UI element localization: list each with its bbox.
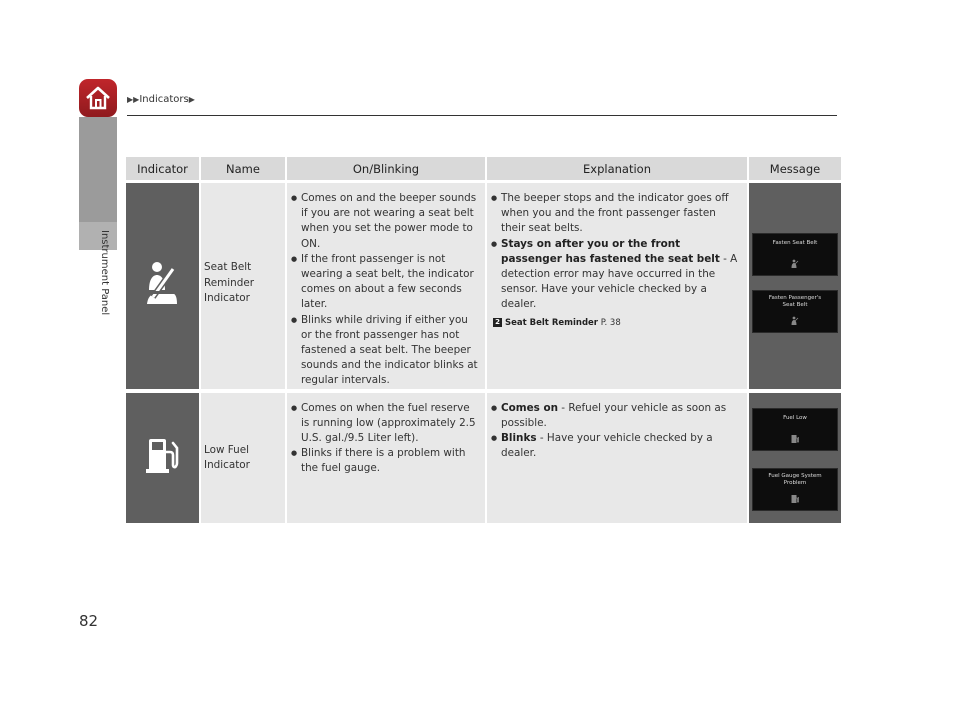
indicator-name-line: Low Fuel (204, 443, 250, 456)
on-blinking-cell (287, 393, 485, 523)
breadcrumb (127, 94, 195, 105)
side-tab-bar (79, 117, 117, 222)
message-screen (752, 408, 838, 451)
explanation-bold: Blinks (501, 432, 537, 445)
fuel-pump-icon (790, 434, 800, 444)
list-item (501, 431, 741, 461)
header-on-blinking: On/Blinking (287, 157, 485, 183)
list-item: ● If the front passenger is not wearing a seat belt, the indicator comes on about a few seconds later. (301, 252, 479, 313)
explanation-text: - A detection error may have occurred in the sensor. Have your vehicle checked by a dealer. (501, 252, 738, 311)
explanation-cell (487, 393, 747, 523)
on-blinking-cell (287, 183, 485, 393)
list-item: ● Comes on when the fuel reserve is running low (approximately 2.5 U.S. gal./9.5 Liter left). (301, 401, 479, 447)
header-name: Name (201, 157, 285, 183)
indicator-name-line: Indicator (204, 459, 250, 472)
name-cell (201, 393, 285, 523)
seat-belt-icon (143, 260, 183, 306)
explanation-text: - Have your vehicle checked by a dealer. (501, 432, 713, 460)
breadcrumb-section[interactable]: Indicators (139, 94, 189, 105)
fuel-pump-icon (790, 494, 800, 504)
header-message: Message (749, 157, 841, 183)
header-indicator: Indicator (126, 157, 199, 183)
indicator-name-line: Reminder (204, 276, 254, 289)
message-text: Fuel Gauge System Problem (768, 472, 822, 486)
message-screen (752, 290, 838, 333)
explanation-cell (487, 183, 747, 393)
breadcrumb-arrow-icon: ▶ (188, 95, 195, 104)
reference-arrow-icon: 2 (493, 318, 502, 327)
name-cell (201, 183, 285, 393)
page-number: 82 (79, 612, 99, 630)
seat-belt-icon (790, 316, 800, 326)
fuel-pump-icon (145, 436, 181, 474)
table-row (126, 393, 841, 523)
list-item: ● Blinks if there is a problem with the fuel gauge. (301, 446, 479, 476)
explanation-text: - Refuel your vehicle as soon as possible. (501, 401, 727, 429)
list-item (501, 401, 741, 431)
message-text: Fasten Passenger's Seat Belt (768, 295, 822, 308)
explanation-bold: Stays on after you or the front passenger has fastened the seat belt (501, 237, 720, 265)
list-item: ● Blinks while driving if either you or the front passenger has not fastened a seat belt. The beeper sounds and the indicator blinks at regular intervals. (301, 313, 479, 389)
cross-reference-link[interactable] (487, 316, 747, 331)
message-text: Fasten Seat Belt (772, 240, 818, 246)
message-cell (749, 183, 841, 393)
home-button[interactable] (79, 79, 117, 117)
message-screen (752, 468, 838, 511)
table-row (126, 183, 841, 393)
indicator-cell (126, 183, 199, 393)
indicator-cell (126, 393, 199, 523)
breadcrumb-arrow-icon: ▶▶ (127, 95, 140, 104)
home-icon (84, 85, 112, 111)
indicator-name-line: Seat Belt (204, 261, 252, 273)
message-cell (749, 393, 841, 523)
indicator-name-line: Indicator (204, 292, 250, 304)
indicator-table (124, 157, 843, 523)
explanation-bold: Comes on (501, 401, 558, 414)
reference-title[interactable]: Seat Belt Reminder (505, 317, 598, 328)
list-item: ● The beeper stops and the indicator goes off when you and the front passenger fasten their seat belts. (501, 191, 741, 237)
list-item (501, 237, 741, 313)
side-tab-label: Instrument Panel (99, 230, 110, 316)
header-explanation: Explanation (487, 157, 747, 183)
reference-page[interactable]: P. 38 (598, 317, 621, 328)
message-screen (752, 233, 838, 276)
list-item: ● Comes on and the beeper sounds if you are not wearing a seat belt when you set the power mode to ON. (301, 191, 479, 252)
header-rule (127, 115, 837, 116)
message-text: Fuel Low (783, 414, 807, 421)
table-header-row (126, 157, 841, 183)
seat-belt-icon (790, 259, 800, 269)
